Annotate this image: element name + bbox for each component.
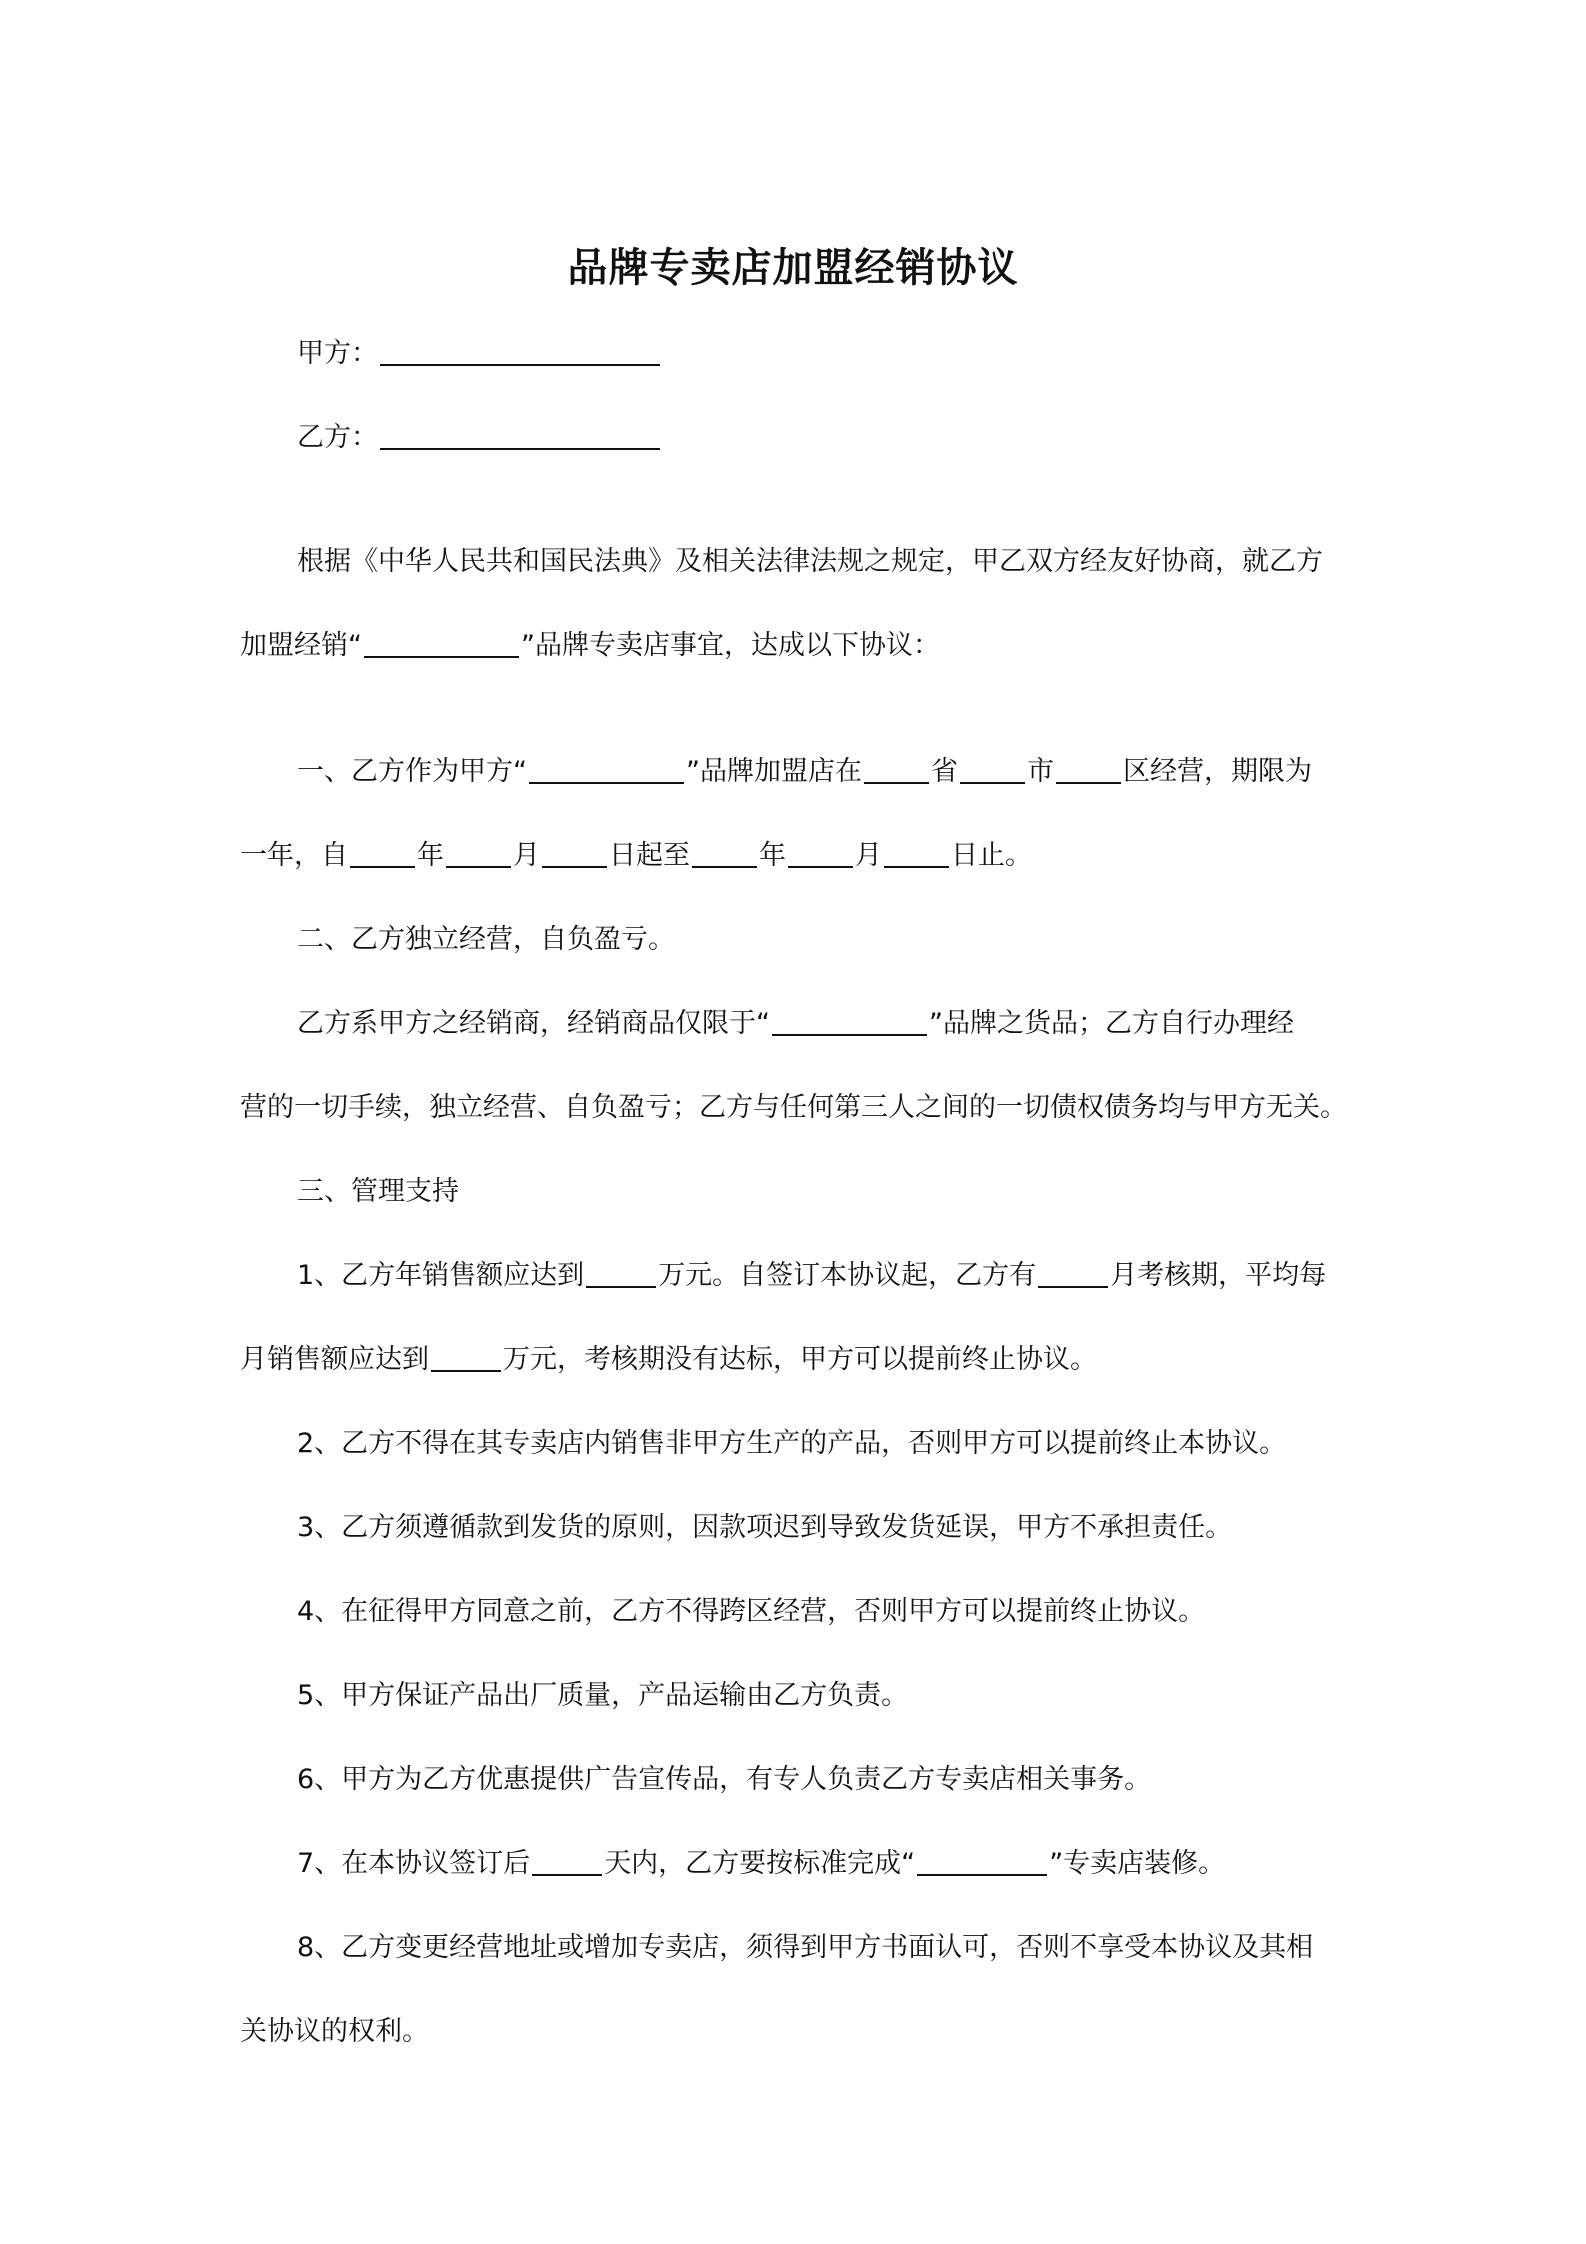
party-a-line [0,334,1586,374]
item-6-text: 6、甲方为乙方优惠提供广告宣传品，有专人负责乙方专卖店相关事务。 [297,1764,1152,1795]
start-month-blank [446,836,511,868]
page-title: 品牌专卖店加盟经销协议 [567,245,1019,291]
item-1-text-a: 1、乙方年销售额应达到 [297,1260,585,1291]
item-8-text-b: 关协议的权利。 [240,2016,429,2047]
district-blank [1056,752,1121,784]
s1-text-g: 年 [417,840,444,871]
s3-heading-text: 三、管理支持 [297,1176,459,1207]
s1-text-c: 省 [931,756,958,787]
s1-text-e: 区经营，期限为 [1123,756,1312,787]
s1-text-h: 月 [513,840,540,871]
intro-text-2b: ”品牌专卖店事宜，达成以下协议： [521,630,940,661]
s1-text-k: 月 [855,840,882,871]
item-1-line-1 [0,1256,1586,1296]
assessment-period-blank [1038,1256,1108,1288]
item-4 [0,1592,1586,1632]
item-1-text-e: 万元，考核期没有达标，甲方可以提前终止协议。 [503,1344,1097,1375]
s2-text-a: 乙方系甲方之经销商，经销商品仅限于“ [297,1008,770,1039]
item-1-text-d: 月销售额应达到 [240,1344,429,1375]
brand-blank-3 [772,1004,927,1036]
item-1-text-b: 万元。自签订本协议起，乙方有 [658,1260,1037,1291]
end-day-blank [884,836,949,868]
annual-sales-blank [586,1256,656,1288]
item-3 [0,1508,1586,1548]
s2-heading-text: 二、乙方独立经营，自负盈亏。 [297,924,675,955]
party-a-label: 甲方： [297,338,378,369]
party-a-blank [380,334,660,366]
end-year-blank [692,836,757,868]
intro-paragraph-line-1 [0,542,1586,582]
section-1-line-2 [0,836,1586,876]
item-5-text: 5、甲方保证产品出厂质量，产品运输由乙方负责。 [297,1680,909,1711]
item-7 [0,1844,1586,1884]
item-1-text-c: 月考核期，平均每 [1110,1260,1327,1291]
section-2-heading [0,920,1586,960]
s2-text-b: ”品牌之货品；乙方自行办理经 [929,1008,1294,1039]
item-1-line-2 [0,1340,1586,1380]
province-blank [864,752,929,784]
s1-text-i: 日起至 [609,840,690,871]
start-day-blank [542,836,607,868]
s1-text-f: 一年，自 [240,840,348,871]
brand-blank-1 [364,626,519,658]
intro-paragraph-line-2 [0,626,1586,666]
item-6 [0,1760,1586,1800]
s1-text-j: 年 [759,840,786,871]
intro-text-1: 根据《中华人民共和国民法典》及相关法律法规之规定，甲乙双方经友好协商，就乙方 [297,546,1323,577]
item-2-text: 2、乙方不得在其专卖店内销售非甲方生产的产品，否则甲方可以提前终止本协议。 [297,1428,1287,1459]
party-b-blank [380,418,660,450]
end-month-blank [788,836,853,868]
start-year-blank [350,836,415,868]
brand-blank-4 [917,1844,1047,1876]
section-2-line-1 [0,1004,1586,1044]
s1-text-d: 市 [1027,756,1054,787]
item-8-text-a: 8、乙方变更经营地址或增加专卖店，须得到甲方书面认可，否则不享受本协议及其相 [297,1932,1314,1963]
item-7-text-c: ”专卖店装修。 [1049,1848,1226,1879]
s1-text-l: 日止。 [951,840,1032,871]
brand-blank-2 [529,752,684,784]
days-blank [532,1844,602,1876]
item-7-text-b: 天内，乙方要按标准完成“ [604,1848,916,1879]
item-3-text: 3、乙方须遵循款到发货的原则，因款项迟到导致发货延误，甲方不承担责任。 [297,1512,1233,1543]
item-8-line-2 [0,2012,1586,2052]
intro-text-2a: 加盟经销“ [240,630,362,661]
s1-text-b: ”品牌加盟店在 [686,756,862,787]
party-b-label: 乙方： [297,422,378,453]
party-b-line [0,418,1586,458]
item-7-text-a: 7、在本协议签订后 [297,1848,531,1879]
s2-text-c: 营的一切手续，独立经营、自负盈亏；乙方与任何第三人之间的一切债权债务均与甲方无关。 [240,1092,1347,1123]
city-blank [960,752,1025,784]
section-2-line-2 [0,1088,1586,1128]
item-5 [0,1676,1586,1716]
item-4-text: 4、在征得甲方同意之前，乙方不得跨区经营，否则甲方可以提前终止协议。 [297,1596,1206,1627]
section-1-line-1 [0,752,1586,792]
s1-text-a: 一、乙方作为甲方“ [297,756,527,787]
monthly-sales-blank [431,1340,501,1372]
item-8-line-1 [0,1928,1586,1968]
section-3-heading [0,1172,1586,1212]
item-2 [0,1424,1586,1464]
